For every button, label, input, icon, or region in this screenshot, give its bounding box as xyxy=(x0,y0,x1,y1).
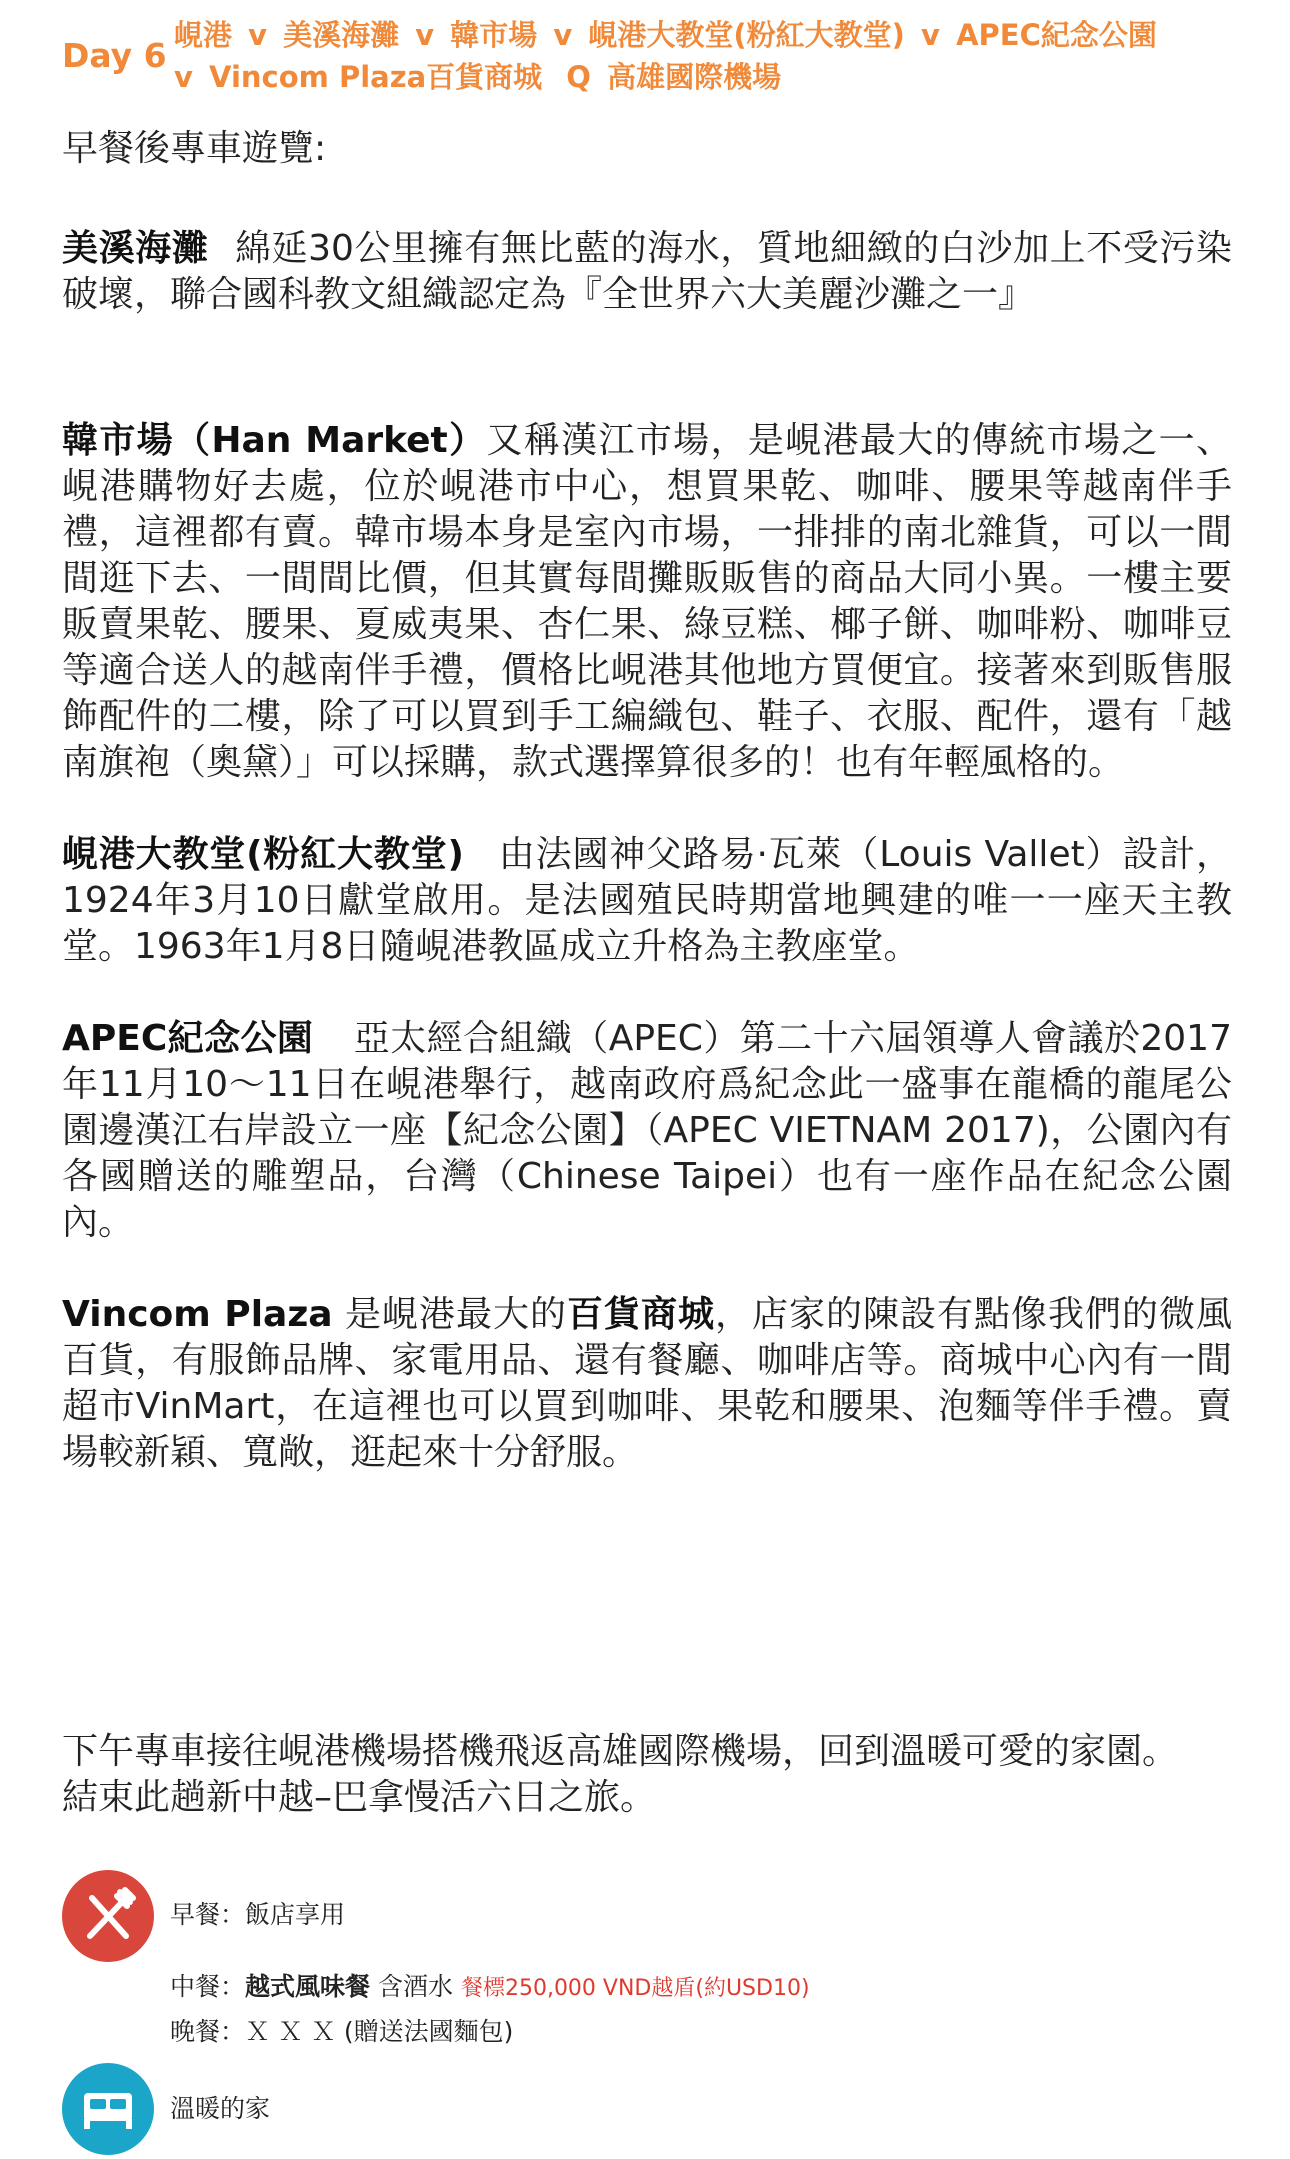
route-separator: v xyxy=(415,18,435,52)
route-separator: Q xyxy=(566,60,591,94)
lunch-extra: 含酒水 xyxy=(377,1972,453,2001)
section-body: 是峴港最大的 xyxy=(345,1294,568,1335)
route-stop: APEC紀念公園 xyxy=(956,18,1157,52)
section-body: 綿延30公里擁有無比藍的海水，質地細緻的白沙加上不受污染破壞，聯合國科教文組織認定為『全世界六大美麗沙灘之一』 xyxy=(62,228,1232,315)
dinner-value: Ｘ Ｘ Ｘ (贈送法國麵包) xyxy=(245,2017,514,2046)
route-stop: 韓市場 xyxy=(450,18,538,52)
lunch-value: 越式風味餐 xyxy=(245,1972,371,2001)
route-line-2 xyxy=(174,56,1234,98)
route-separator: v xyxy=(921,18,940,52)
route-separator: v xyxy=(248,18,268,52)
breakfast-line xyxy=(170,1898,345,1932)
route-stop: 峴港 xyxy=(174,18,233,52)
lunch-label: 中餐： xyxy=(170,1972,246,2001)
bed-icon xyxy=(62,2063,154,2155)
route-separator: v xyxy=(174,60,193,94)
section-title: 美溪海灘 xyxy=(62,228,209,269)
route-stop: 高雄國際機場 xyxy=(607,60,782,94)
route-line-1 xyxy=(174,14,1234,56)
breakfast-value: 飯店享用 xyxy=(245,1900,346,1929)
dinner-line xyxy=(170,2015,513,2049)
section-han-market xyxy=(62,418,1232,786)
route-stop: 峴港大教堂(粉紅大教堂) xyxy=(588,18,905,52)
afternoon-text: 下午專車接往峴港機場搭機飛返高雄國際機場，回到溫暖可愛的家園。結束此趟新中越–巴拿慢活六日之旅。 xyxy=(62,1731,1179,1818)
lodging-value: 溫暖的家 xyxy=(170,2094,271,2123)
lunch-line xyxy=(170,1970,810,2006)
route-separator: v xyxy=(553,18,573,52)
intro-text: 早餐後專車遊覽: xyxy=(62,128,327,169)
itinerary-content xyxy=(62,126,1232,1476)
section-apec-park xyxy=(62,1016,1232,1246)
section-body: 亞太經合組織（APEC）第二十六屆領導人會議於2017年11月10～11日在峴港舉行，越南政府爲紀念此一盛事在龍橋的龍尾公園邊漢江右岸設立一座【紀念公園】（APEC VIETNAM 2017)，公園內有各國贈送的雕塑品，台灣（Chinese Taipei）也有一座作品在紀念公園內。 xyxy=(62,1018,1232,1243)
fork-knife-icon-graphic xyxy=(62,1870,154,1962)
lodging-line xyxy=(170,2092,270,2126)
section-title: APEC紀念公園 xyxy=(62,1018,314,1059)
section-my-khe-beach xyxy=(62,226,1232,318)
section-title: 峴港大教堂(粉紅大教堂) xyxy=(62,834,464,875)
section-vincom-plaza xyxy=(62,1292,1232,1476)
section-title: Vincom Plaza xyxy=(62,1294,333,1335)
breakfast-label: 早餐： xyxy=(170,1900,246,1929)
route-list xyxy=(174,14,1234,98)
dinner-label: 晚餐： xyxy=(170,2017,246,2046)
section-highlight: 百貨商城 xyxy=(567,1294,716,1335)
route-stop: 美溪海灘 xyxy=(283,18,400,52)
day-label: Day 6 xyxy=(62,36,167,75)
day-header xyxy=(62,14,1242,98)
bed-icon-graphic xyxy=(62,2063,154,2155)
route-stop: Vincom Plaza百貨商城 xyxy=(209,60,543,94)
fork-knife-icon xyxy=(62,1870,154,1962)
section-title: 韓市場（Han Market） xyxy=(62,420,487,461)
section-body: 又稱漢江市場，是峴港最大的傳統市場之一、峴港購物好去處，位於峴港市中心，想買果乾、咖啡、腰果等越南伴手禮，這裡都有賣。韓市場本身是室內市場，一排排的南北雜貨，可以一間間逛下去、一間間比價，但其實每間攤販販售的商品大同小異。一樓主要販賣果乾、腰果、夏威夷果、杏仁果、綠豆糕、椰子餅、咖啡粉、咖啡豆等適合送人的越南伴手禮，價格比峴港其他地方買便宜。接著來到販售服飾配件的二樓，除了可以買到手工編織包、鞋子、衣服、配件，還有「越南旗袍（奧黛）」可以採購，款式選擇算很多的！也有年輕風格的。 xyxy=(62,420,1232,783)
section-body: ，店家的陳設有點像我們的微風百貨，有服飾品牌、家電用品、還有餐廳、咖啡店等。商城中心內有一間超市VinMart，在這裡也可以買到咖啡、果乾和腰果、泡麵等伴手禮。賣場較新穎、寬敞，逛起來十分舒服。 xyxy=(62,1294,1232,1473)
lunch-budget: 餐標250,000 VND越盾(約USD10) xyxy=(460,1976,810,2001)
section-body: 由法國神父路易·瓦萊（Louis Vallet）設計，1924年3月10日獻堂啟用。是法國殖民時期當地興建的唯一一座天主教堂。1963年1月8日隨峴港教區成立升格為主教座堂。 xyxy=(62,834,1232,967)
section-cathedral xyxy=(62,832,1232,970)
